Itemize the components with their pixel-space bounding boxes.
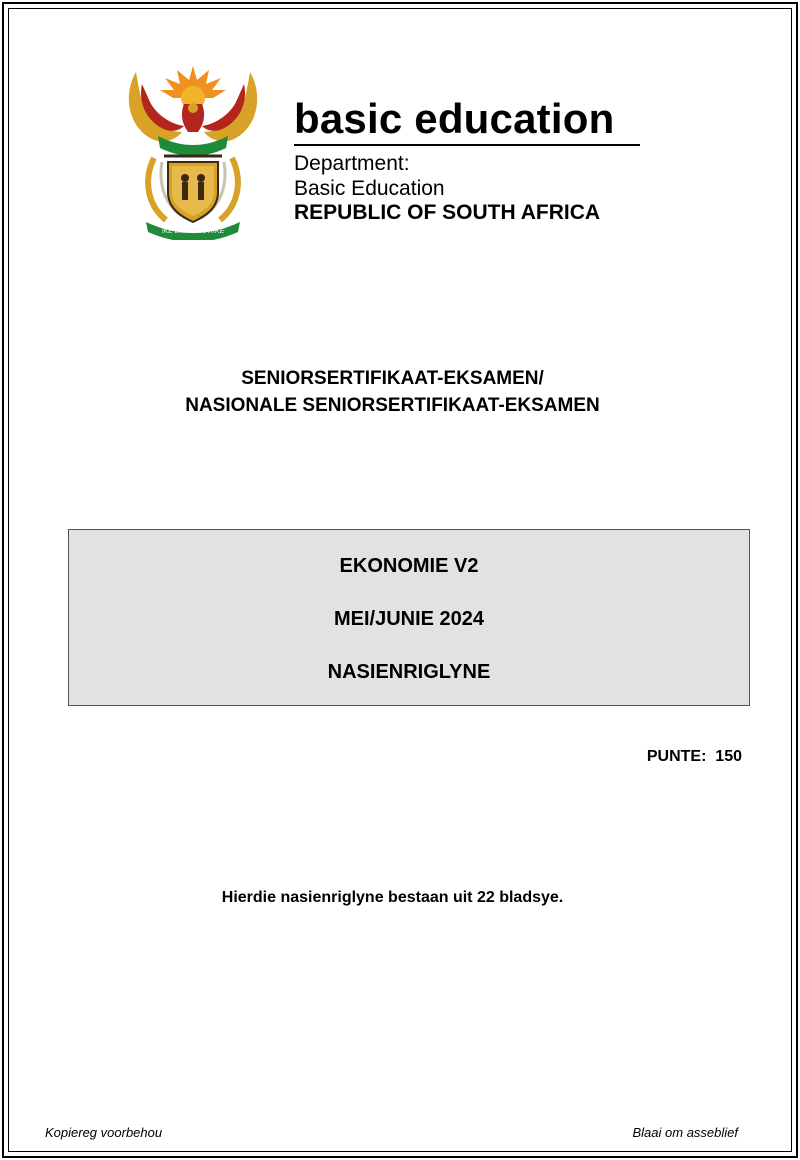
copyright-footer: Kopiereg voorbehou [45,1125,163,1140]
exam-title-line-1: SENIORSERTIFIKAAT-EKSAMEN/ [241,368,544,389]
motto-text: !KE E: /XARRA //KE [161,228,225,235]
exam-title-line-2: NASIONALE SENIORSERTIFIKAAT-EKSAMEN [185,395,600,416]
department-label: Department: [294,152,410,175]
exam-title [0,365,785,419]
total-marks: PUNTE: 150 [646,748,742,765]
document-type: NASIENRIGLYNE [327,661,491,683]
page-count-note: Hierdie nasienriglyne bestaan uit 22 bladsye. [221,889,564,906]
department-name: Basic Education [294,177,445,200]
shield-icon [168,162,218,222]
brand-title: basic education [294,95,615,142]
country-name: REPUBLIC OF SOUTH AFRICA [294,201,601,224]
turn-page-footer: Blaai om asseblief [632,1125,738,1140]
brand-block [294,95,644,224]
subject-title: EKONOMIE V2 [339,555,479,577]
brand-divider [294,144,640,146]
coat-of-arms-logo [122,62,264,240]
exam-info-box [68,529,750,706]
exam-session: MEI/JUNIE 2024 [333,608,485,630]
